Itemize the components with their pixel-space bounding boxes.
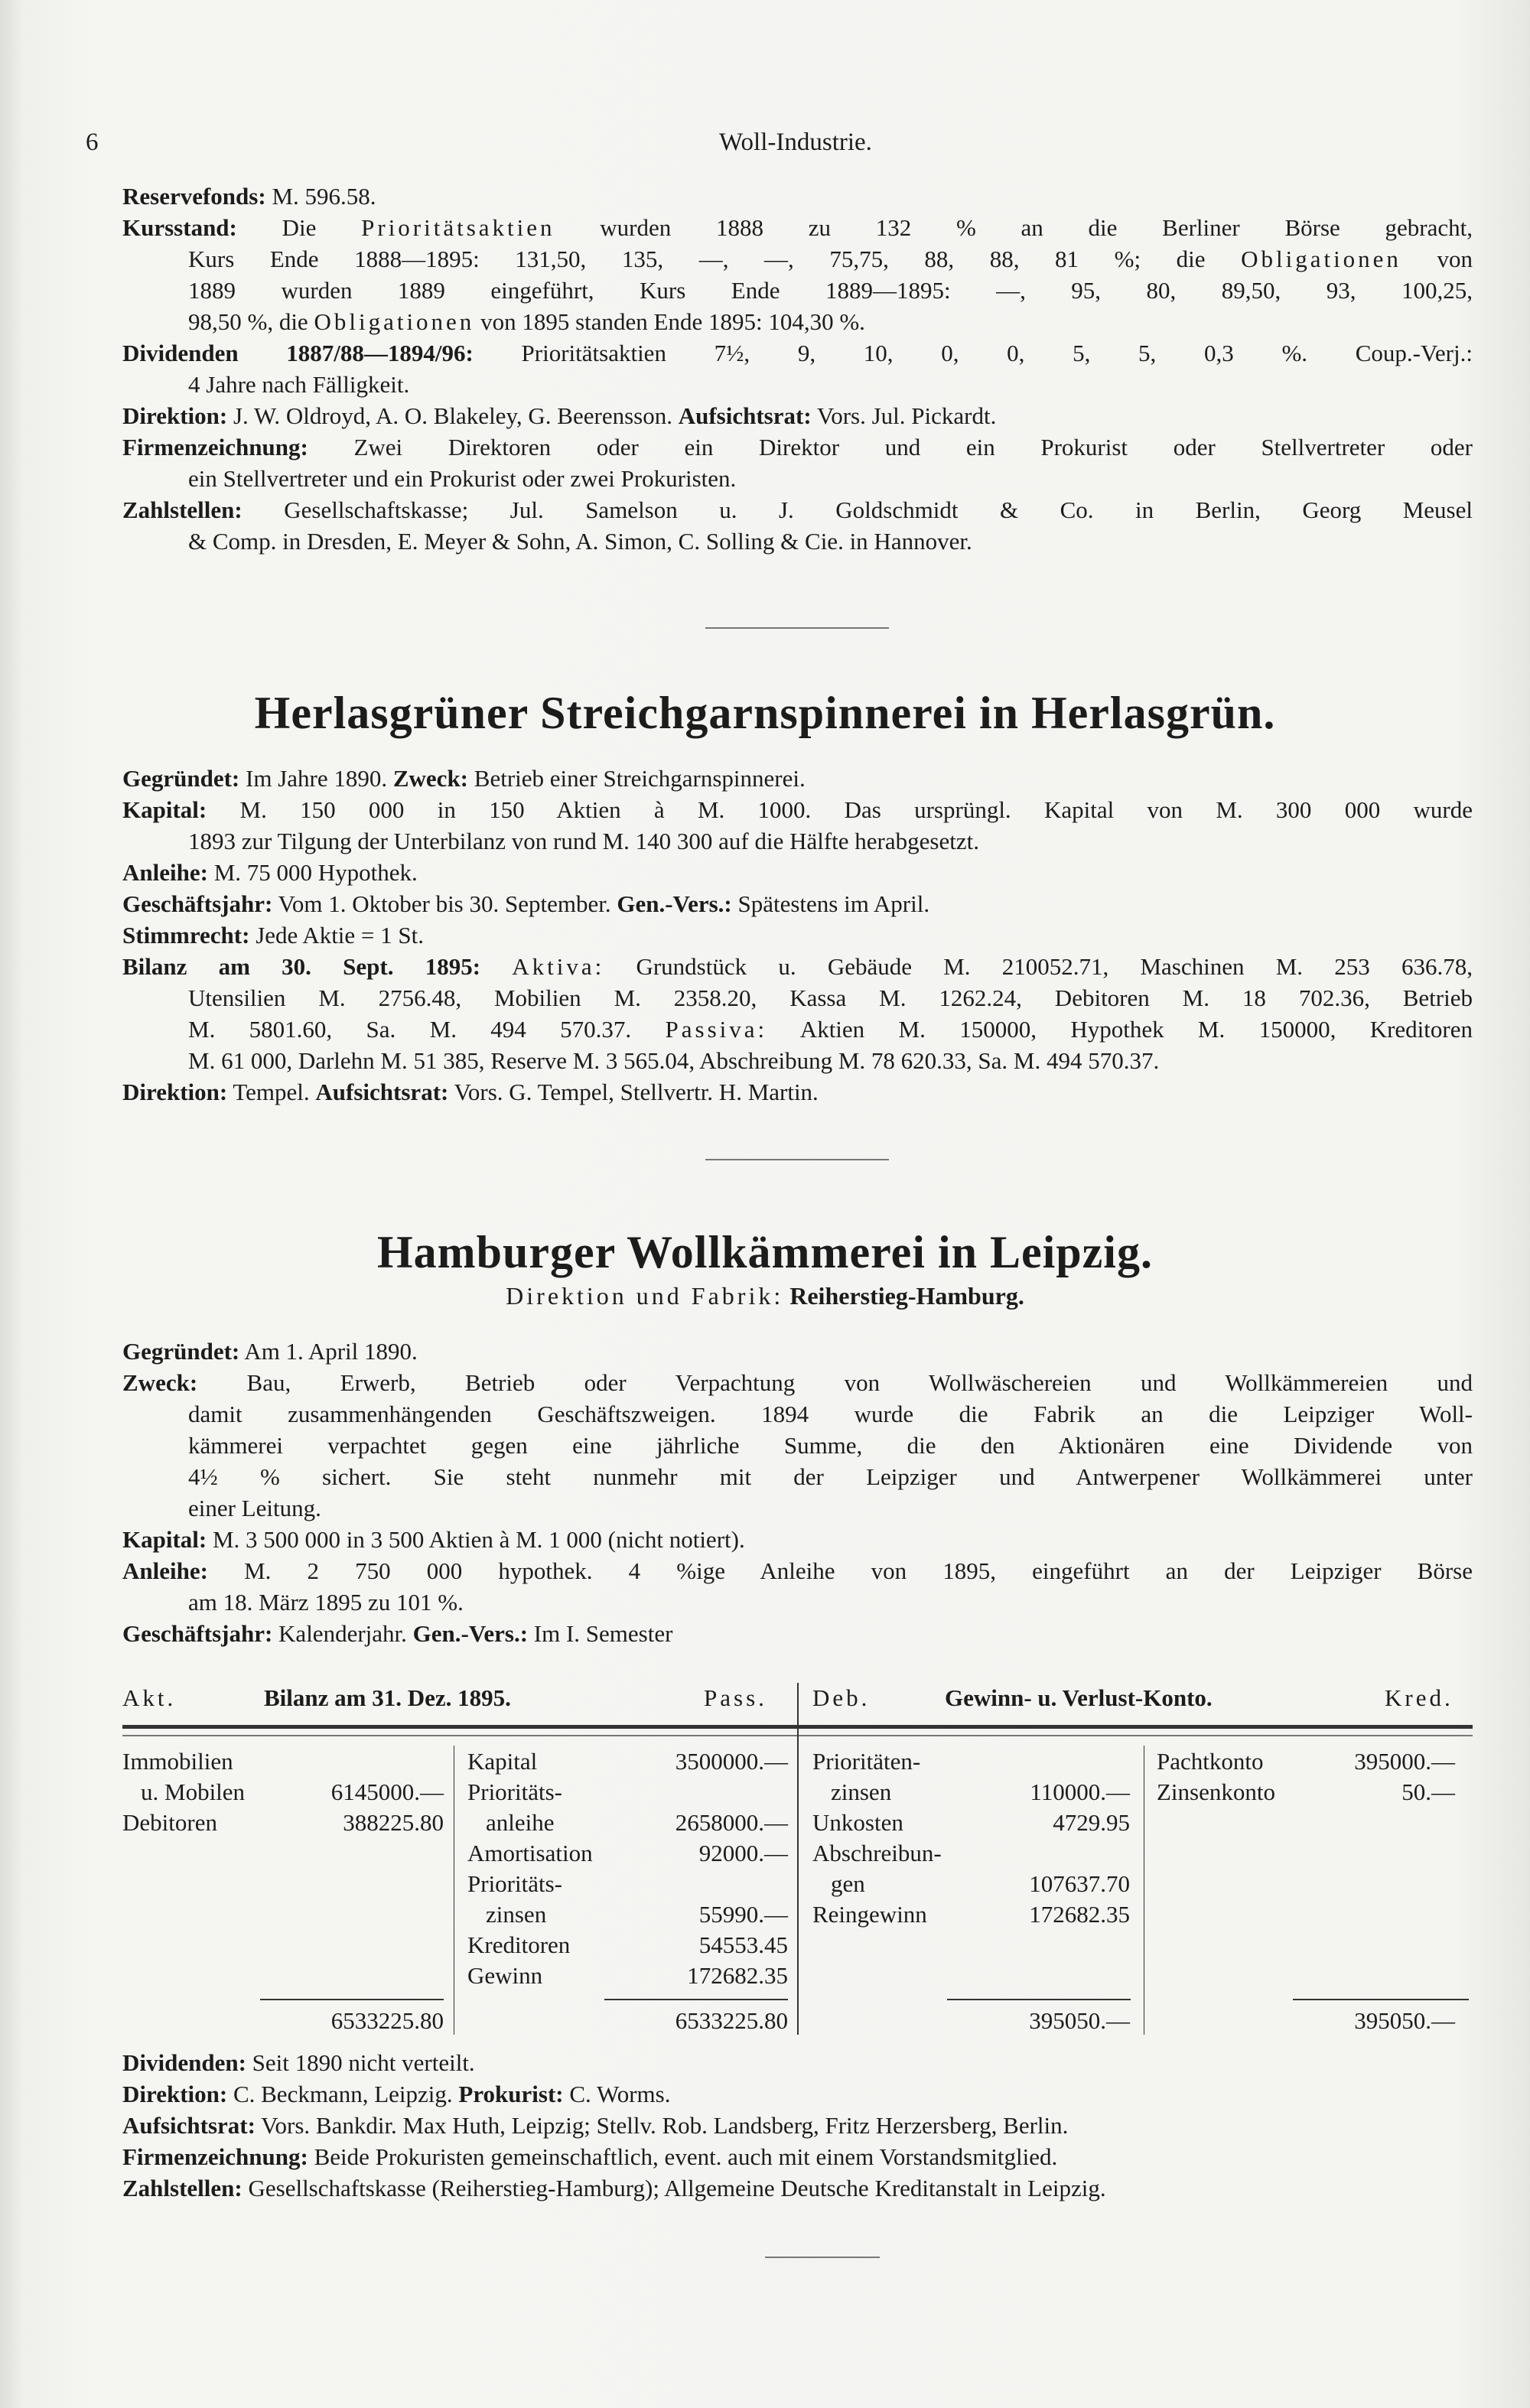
page-number: 6 (86, 129, 99, 156)
text-line (122, 1492, 1473, 1524)
field-label: Kapital: (122, 796, 207, 823)
aktiva-label: Debitoren (122, 1809, 217, 1836)
text-line (122, 2110, 1473, 2141)
subtitle-text: Direktion und Fabrik: (506, 1282, 784, 1310)
entry-paragraph (122, 212, 1473, 337)
entry-paragraph (122, 2172, 1473, 2204)
entry-paragraph (122, 1618, 1473, 1649)
passiva-label: Gewinn (467, 1962, 543, 1989)
text-run: Vom 1. Oktober bis 30. September. (272, 890, 617, 917)
text-line (122, 431, 1473, 463)
entry-paragraph (122, 2047, 1473, 2078)
passiva-label: anleihe (486, 1809, 555, 1836)
text-line (122, 2141, 1473, 2172)
entry-paragraph (122, 2110, 1473, 2141)
text-run: M. 596.58. (265, 183, 376, 210)
field-label: Prokurist: (458, 2081, 564, 2107)
entry-paragraph (122, 857, 1473, 888)
text-run: M. 75 000 Hypothek. (207, 859, 418, 886)
column-divider (797, 1683, 799, 2035)
text-line (122, 494, 1473, 526)
text-run: M. 3 500 000 in 3 500 Aktien à M. 1 000 (nicht notiert). (207, 1526, 745, 1553)
field-label: Firmenzeichnung: (122, 434, 308, 460)
field-label: Zahlstellen: (122, 2175, 243, 2201)
text-run: M. 2 750 000 hypothek. 4 %ige Anleihe von 1895, eingeführt an der Leipziger Börse (207, 1557, 1473, 1584)
kredit-label: Pachtkonto (1157, 1748, 1264, 1775)
text-line (122, 1586, 1473, 1618)
text-line (122, 2047, 1473, 2078)
text-run: damit zusammenhängenden Geschäftszweigen. 1894 wurde die Fabrik an die Leipziger Woll- (188, 1401, 1473, 1427)
spaced-term: Prioritätsaktien (361, 214, 555, 241)
passiva-label: Prioritäts- (467, 1778, 562, 1805)
text-line (122, 1555, 1473, 1586)
debet-amount: 4729.95 (1053, 1809, 1130, 1836)
text-line (122, 1014, 1473, 1045)
section-continuation (122, 181, 1473, 557)
debet-label: Reingewinn (812, 1901, 927, 1928)
col-head-deb: Deb. (812, 1684, 871, 1711)
text-run: von 1895 standen Ende 1895: 104,30 %. (474, 308, 865, 335)
kredit-amount: 50.— (1401, 1778, 1455, 1805)
text-run: C. Beckmann, Leipzig. (227, 2081, 459, 2107)
field-label: Direktion: (122, 402, 228, 429)
text-run: Jede Aktie = 1 St. (249, 922, 425, 949)
running-title: Woll-Industrie. (719, 129, 872, 156)
text-run: Grundstück u. Gebäude M. 210052.71, Maschinen M. 253 636.78, (604, 953, 1473, 980)
field-label: Aufsichtsrat: (678, 402, 812, 429)
entry-paragraph (122, 1524, 1473, 1555)
text-line (122, 1336, 1473, 1367)
company-subtitle (0, 1282, 1530, 1310)
sum-rule (947, 1999, 1131, 2000)
text-line (122, 888, 1473, 919)
field-label: Anleihe: (122, 859, 208, 886)
text-line (122, 306, 1473, 337)
debet-amount: 110000.— (1030, 1778, 1130, 1805)
text-line (122, 369, 1473, 400)
entry-paragraph (122, 1555, 1473, 1618)
passiva-amount: 92000.— (698, 1840, 788, 1866)
spaced-term: Passiva: (665, 1016, 768, 1043)
text-run: Am 1. April 1890. (239, 1338, 418, 1365)
text-run: 4½ % sichert. Sie steht nunmehr mit der Leipziger und Antwerpener Wollkämmerei unter (188, 1463, 1473, 1490)
field-label: Reservefonds: (122, 183, 266, 210)
text-run: J. W. Oldroyd, A. O. Blakeley, G. Beerensson. (227, 402, 679, 429)
text-run: Utensilien M. 2756.48, Mobilien M. 2358.20, Kassa M. 1262.24, Debitoren M. 18 702.36, Betrieb (188, 984, 1473, 1011)
debet-label: Abschreibun- (812, 1840, 942, 1866)
company-title: Herlasgrüner Streichgarnspinnerei in Herlasgrün. (254, 688, 1276, 738)
text-line (122, 763, 1473, 794)
kredit-amount: 395000.— (1354, 1748, 1455, 1775)
text-run: M. 150 000 in 150 Aktien à M. 1000. Das ursprüngl. Kapital von M. 300 000 wurde (207, 796, 1473, 823)
text-line (122, 1367, 1473, 1398)
sum-rule (1293, 1999, 1469, 2000)
section-divider (705, 627, 889, 629)
text-line (122, 1618, 1473, 1649)
aktiva-label: u. Mobilen (141, 1778, 246, 1805)
field-label: Dividenden: (122, 2049, 246, 2076)
text-run: am 18. März 1895 zu 101 %. (188, 1589, 464, 1616)
bilanz-title: Bilanz am 31. Dez. 1895. (264, 1684, 511, 1711)
text-run: Prioritätsaktien 7½, 9, 10, 0, 0, 5, 5, 0,3 %. Coup.-Verj.: (473, 340, 1473, 366)
text-line (122, 951, 1473, 982)
text-run: Bau, Erwerb, Betrieb oder Verpachtung von Wollwäschereien und Wollkämmereien und (197, 1369, 1473, 1396)
entry-paragraph (122, 1076, 1473, 1108)
passiva-label: zinsen (486, 1901, 547, 1928)
section-hamburger-details (122, 2047, 1473, 2204)
text-run: Im I. Semester (528, 1620, 673, 1647)
spaced-term: Obligationen (1241, 246, 1401, 272)
text-line (122, 794, 1473, 825)
text-run: Gesellschaftskasse (Reiherstieg-Hamburg); Allgemeine Deutsche Kreditanstalt in Leipzig. (242, 2175, 1106, 2201)
field-label: Kursstand: (122, 214, 237, 241)
field-label: Kapital: (122, 1526, 207, 1553)
entry-paragraph (122, 494, 1473, 557)
debet-total: 395050.— (1029, 2007, 1130, 2034)
text-run: ein Stellvertreter und ein Prokurist oder zwei Prokuristen. (188, 465, 737, 492)
passiva-amount: 3500000.— (675, 1748, 788, 1775)
text-line (122, 1045, 1473, 1076)
text-run: einer Leitung. (188, 1495, 321, 1521)
entry-paragraph (122, 794, 1473, 857)
kredit-label: Zinsenkonto (1157, 1778, 1275, 1805)
text-run: Kurs Ende 1888—1895: 131,50, 135, —, —, 75,75, 88, 88, 81 %; die (188, 246, 1242, 272)
text-run: kämmerei verpachtet gegen eine jährliche Summe, die den Aktionären eine Dividende von (188, 1432, 1473, 1459)
company-title: Hamburger Wollkämmerei in Leipzig. (377, 1227, 1153, 1277)
text-line (122, 526, 1473, 557)
text-line (122, 337, 1473, 369)
sum-rule (260, 1999, 444, 2000)
text-run: von (1401, 246, 1473, 272)
kredit-total: 395050.— (1354, 2007, 1455, 2034)
field-label: Gegründet: (122, 1338, 240, 1365)
text-run: wurden 1888 zu 132 % an die Berliner Börse gebracht, (555, 214, 1473, 241)
text-line (122, 243, 1473, 275)
section-hamburger (122, 1336, 1473, 1649)
text-run: Zwei Direktoren oder ein Direktor und ein Prokurist oder Stellvertreter oder (308, 434, 1473, 460)
text-run: & Comp. in Dresden, E. Meyer & Sohn, A. Simon, C. Solling & Cie. in Hannover. (188, 528, 972, 555)
text-run: Tempel. (227, 1079, 316, 1105)
aktiva-total: 6533225.80 (330, 2007, 444, 2034)
passiva-amount: 172682.35 (687, 1962, 788, 1989)
field-label: Direktion: (122, 2081, 228, 2107)
text-line (122, 2172, 1473, 2204)
field-label: Bilanz am 30. Sept. 1895: (122, 953, 481, 980)
entry-paragraph (122, 1367, 1473, 1524)
text-run: Im Jahre 1890. (239, 765, 393, 792)
field-label: Direktion: (122, 1079, 228, 1105)
field-label: Aufsichtsrat: (122, 2112, 256, 2139)
field-label: Zweck: (392, 765, 469, 792)
entry-paragraph (122, 888, 1473, 919)
text-run: Vors. Jul. Pickardt. (811, 402, 997, 429)
text-line (122, 982, 1473, 1014)
entry-paragraph (122, 2141, 1473, 2172)
text-run: Aktien M. 150000, Hypothek M. 150000, Kreditoren (767, 1016, 1473, 1043)
text-line (122, 400, 1473, 431)
entry-paragraph (122, 919, 1473, 951)
text-line (122, 463, 1473, 494)
field-label: Stimmrecht: (122, 922, 250, 949)
text-line (122, 1524, 1473, 1555)
entry-paragraph (122, 181, 1473, 212)
entry-paragraph (122, 951, 1473, 1076)
field-label: Geschäftsjahr: (122, 890, 273, 917)
field-label: Zahlstellen: (122, 496, 243, 523)
passiva-label: Kapital (467, 1748, 538, 1775)
text-run: Vors. G. Tempel, Stellvertr. H. Martin. (448, 1079, 819, 1105)
debet-amount: 107637.70 (1029, 1870, 1130, 1897)
aktiva-amount: 6145000.— (330, 1778, 444, 1805)
spaced-term: Obligationen (314, 308, 475, 335)
col-head-pass: Pass. (704, 1684, 767, 1711)
col-head-akt: Akt. (122, 1684, 177, 1711)
field-label: Gegründet: (122, 765, 240, 792)
field-label: Anleihe: (122, 1557, 208, 1584)
field-label: Gen.-Vers.: (412, 1620, 529, 1647)
text-run: M. 5801.60, Sa. M. 494 570.37. (188, 1016, 666, 1043)
field-label: Zweck: (122, 1369, 198, 1396)
text-line (122, 1076, 1473, 1108)
text-run: Gesellschaftskasse; Jul. Samelson u. J. Goldschmidt & Co. in Berlin, Georg Meusel (242, 496, 1473, 523)
spaced-term: Aktiva: (512, 953, 605, 980)
text-run: Kalenderjahr. (272, 1620, 413, 1647)
debet-label: gen (831, 1870, 865, 1897)
section-herlasgruen (122, 763, 1473, 1108)
text-line (122, 857, 1473, 888)
aktiva-label: Immobilien (122, 1748, 233, 1775)
field-label: Geschäftsjahr: (122, 1620, 273, 1647)
text-run: Spätestens im April. (731, 890, 930, 917)
passiva-label: Amortisation (467, 1840, 593, 1866)
field-label: Aufsichtsrat: (315, 1079, 449, 1105)
text-line (122, 1461, 1473, 1492)
text-line (122, 2078, 1473, 2110)
passiva-label: Kreditoren (467, 1931, 571, 1958)
entry-paragraph (122, 763, 1473, 794)
text-line (122, 825, 1473, 857)
text-line (122, 919, 1473, 951)
text-line (122, 1430, 1473, 1461)
text-run: 4 Jahre nach Fälligkeit. (188, 371, 410, 398)
text-line (122, 1398, 1473, 1430)
text-run: M. 61 000, Darlehn M. 51 385, Reserve M. 3 565.04, Abschreibung M. 78 620.33, Sa. M. 494 570.37. (188, 1047, 1160, 1074)
passiva-amount: 2658000.— (675, 1809, 788, 1836)
sum-rule (604, 1999, 788, 2000)
debet-label: zinsen (831, 1778, 892, 1805)
section-divider (765, 2257, 880, 2258)
text-run: Die (236, 214, 362, 241)
text-run: 98,50 %, die (188, 308, 314, 335)
passiva-label: Prioritäts- (467, 1870, 562, 1897)
text-run: Vors. Bankdir. Max Huth, Leipzig; Stellv. Rob. Landsberg, Fritz Herzersberg, Berlin. (255, 2112, 1069, 2139)
text-run: Seit 1890 nicht verteilt. (246, 2049, 475, 2076)
text-run: C. Worms. (563, 2081, 671, 2107)
entry-paragraph (122, 337, 1473, 400)
text-line (122, 181, 1473, 212)
field-label: Gen.-Vers.: (617, 890, 732, 917)
text-run (480, 953, 512, 980)
col-head-kred: Kred. (1385, 1684, 1454, 1711)
entry-paragraph (122, 400, 1473, 431)
subtitle-location: Reiherstieg-Hamburg. (789, 1282, 1024, 1310)
text-run: Beide Prokuristen gemeinschaftlich, event. auch mit einem Vorstandsmitglied. (308, 2143, 1058, 2170)
entry-paragraph (122, 431, 1473, 494)
passiva-amount: 55990.— (698, 1901, 788, 1928)
field-label: Firmenzeichnung: (122, 2143, 308, 2170)
section-divider (705, 1159, 889, 1160)
text-line (122, 212, 1473, 243)
entry-paragraph (122, 1336, 1473, 1367)
field-label: Dividenden 1887/88—1894/96: (122, 340, 474, 366)
debet-label: Prioritäten- (812, 1748, 921, 1775)
passiva-total: 6533225.80 (675, 2007, 788, 2034)
debet-amount: 172682.35 (1029, 1901, 1130, 1928)
text-run: Betrieb einer Streichgarnspinnerei. (468, 765, 806, 792)
debet-label: Unkosten (812, 1809, 903, 1836)
text-run: 1889 wurden 1889 eingeführt, Kurs Ende 1889—1895: —, 95, 80, 89,50, 93, 100,25, (188, 277, 1473, 304)
text-line (122, 275, 1473, 306)
text-run: 1893 zur Tilgung der Unterbilanz von rund M. 140 300 auf die Hälfte herabgesetzt. (188, 828, 979, 854)
entry-paragraph (122, 2078, 1473, 2110)
guv-title: Gewinn- u. Verlust-Konto. (945, 1684, 1213, 1711)
aktiva-amount: 388225.80 (343, 1809, 444, 1836)
passiva-amount: 54553.45 (698, 1931, 788, 1958)
